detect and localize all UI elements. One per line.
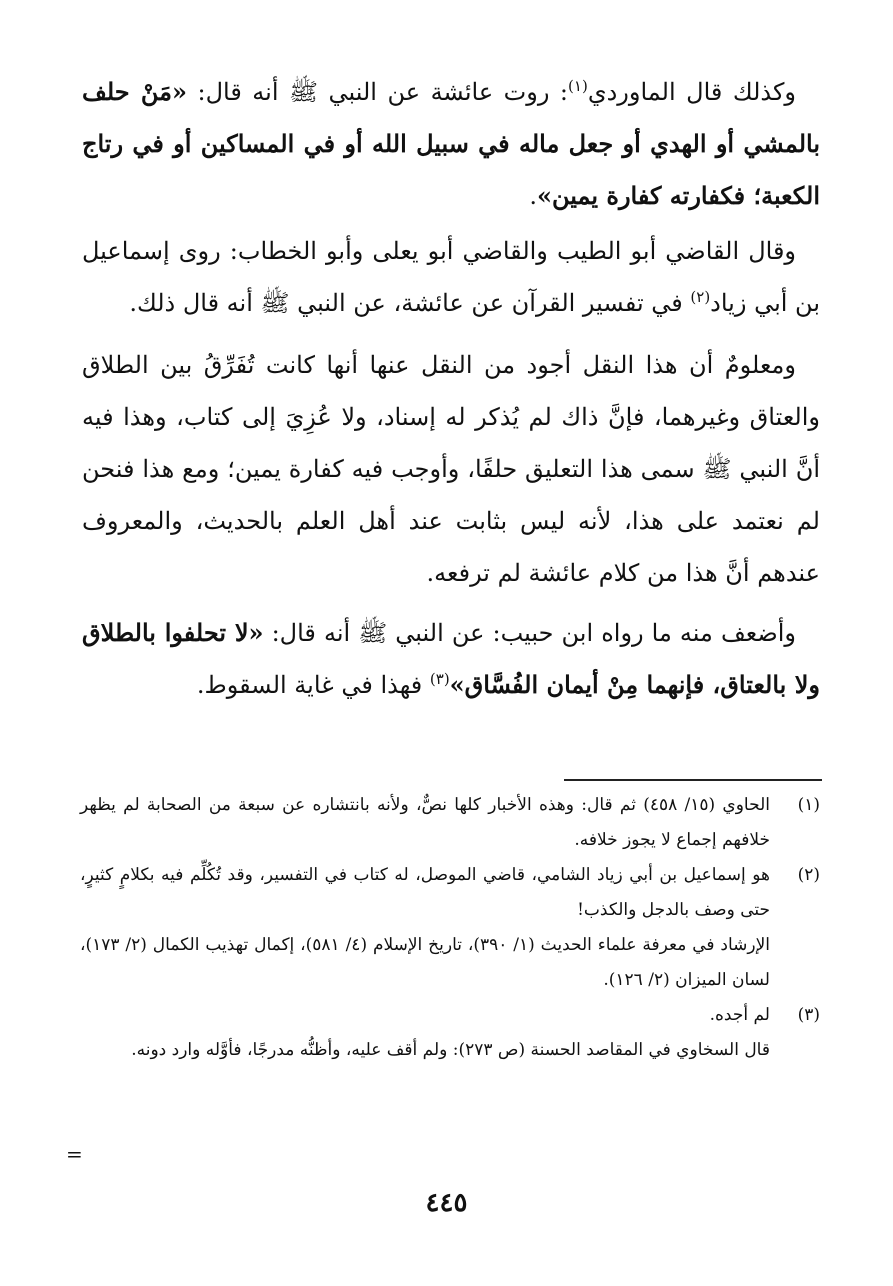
- paragraph-3-text: ومعلومٌ أن هذا النقل أجود من النقل عنها أنها كانت تُفَرِّقُ بين الطلاق والعتاق وغيرهما، فإنَّ ذاك لم يُذكر له إسناد، ولا عُزِيَ إلى كتاب، وهذا فيه أنَّ النبي ﷺ سمى هذا التعليق حلفًا، وأوجب فيه كفارة يمين؛ ومع هذا فنحن لم نعتمد على هذا، لأنه ليس بثابت عند أهل العلم بالحديث، والمعروف عندهم أنَّ هذا من كلام عائشة لم ترفعه.: [82, 351, 820, 587]
- main-text: [82, 66, 820, 711]
- footnote-1-body: [80, 788, 770, 858]
- paragraph-4: [82, 607, 820, 711]
- footnote-3-number: (٣): [797, 1005, 820, 1025]
- footnote-3: [80, 998, 820, 1068]
- footnote-1: [80, 788, 820, 858]
- footnote-2-number: (٢): [797, 865, 820, 885]
- footnote-separator: [564, 779, 822, 781]
- paragraph-2-text-a: وقال القاضي أبو الطيب والقاضي أبو يعلى وأبو الخطاب: روى إسماعيل بن أبي زياد: [82, 237, 820, 317]
- footnote-2-sources: الإرشاد في معرفة علماء الحديث (١/ ٣٩٠)، تاريخ الإسلام (٤/ ٥٨١)، إكمال تهذيب الكمال (٢/ ١٧٣)، لسان الميزان (٢/ ١٢٦).: [80, 935, 770, 990]
- footnotes-section: [80, 788, 820, 1068]
- paragraph-1-text-a: وكذلك قال الماوردي: [587, 78, 797, 106]
- footnote-continues-mark: =: [66, 1142, 83, 1166]
- footnote-3-body: [80, 998, 770, 1068]
- paragraph-1-text-c: .: [529, 182, 537, 210]
- paragraph-1-text-b: : روت عائشة عن النبي ﷺ أنه قال:: [186, 78, 569, 106]
- paragraph-1: [82, 66, 820, 222]
- footnote-2-text: هو إسماعيل بن أبي زياد الشامي، قاضي الموصل، له كتاب في التفسير، وقد تُكُلِّم فيه بكلامٍ كثيرٍ، حتى وصف بالدجل والكذب!: [80, 865, 770, 920]
- footnote-2: [80, 858, 820, 998]
- footnote-1-number: (١): [797, 795, 820, 815]
- footnote-ref-3[interactable]: (٣): [429, 670, 450, 688]
- paragraph-2: [82, 225, 820, 329]
- footnote-2-body: [80, 858, 770, 998]
- hadith-quote-2: «لا تحلفوا بالطلاق ولا بالعتاق، فإنهما مِنْ أيمان الفُسَّاق»: [82, 618, 820, 699]
- page-number: ٤٤٥: [425, 1188, 468, 1218]
- footnote-3-sources: قال السخاوي في المقاصد الحسنة (ص ٢٧٣): ولم أقف عليه، وأظنُّه مدرجًا، فأوَّله وارد دونه.: [131, 1040, 770, 1060]
- paragraph-4-text-b: فهذا في غاية السقوط.: [196, 671, 430, 699]
- footnote-ref-2[interactable]: (٢): [690, 288, 711, 306]
- paragraph-2-text-b: في تفسير القرآن عن عائشة، عن النبي ﷺ أنه قال ذلك.: [129, 289, 691, 317]
- footnote-1-text: الحاوي (١٥/ ٤٥٨) ثم قال: وهذه الأخبار كلها نصٌّ، ولأنه بانتشاره عن سبعة من الصحابة لم يظهر خلافهم إجماع لا يجوز خلافه.: [80, 795, 770, 850]
- footnote-3-text: لم أجده.: [709, 1005, 770, 1025]
- paragraph-3: [82, 339, 820, 599]
- paragraph-4-text-a: وأضعف منه ما رواه ابن حبيب: عن النبي ﷺ أنه قال:: [263, 619, 796, 647]
- hadith-quote-1: «مَنْ حلف بالمشي أو الهدي أو جعل ماله في سبيل الله أو في المساكين أو في رتاج الكعبة؛ فكفارته كفارة يمين»: [82, 77, 820, 210]
- footnote-ref-1[interactable]: (١): [568, 77, 588, 95]
